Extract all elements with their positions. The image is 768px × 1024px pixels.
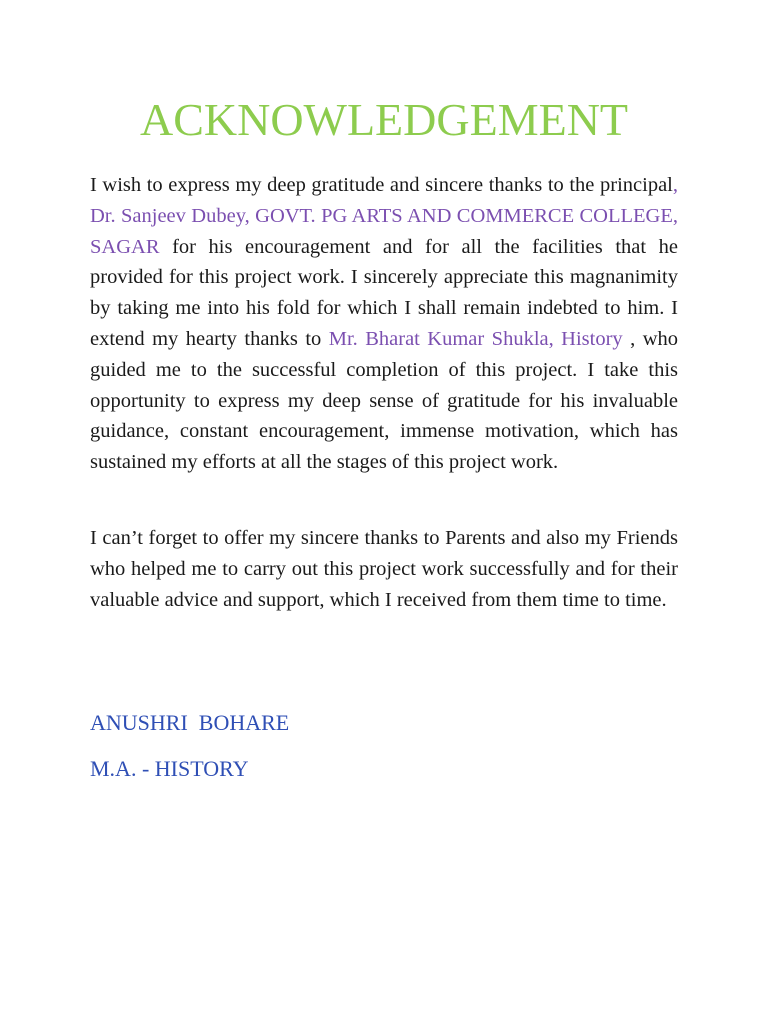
paragraph-1-text-end: , who guided me to the successful completion of this project. I take this opportunity to express my deep sense of gratitude for his invaluable guidance, constant encouragement, immense motivation, which has sustained my efforts at all the stages of this project work. <box>90 327 678 474</box>
paragraph-1-text-middle: for his encouragement and for all the facilities that he provided for this project work. I sincerely appreciate this magnanimity by taking me into his fold for which I shall remain indebted to him. I extend my hearty thanks to <box>90 235 678 350</box>
signature-course: M.A. - HISTORY <box>90 756 249 781</box>
acknowledgement-paragraph-1 <box>90 170 678 478</box>
guide-name-highlight: Mr. Bharat Kumar Shukla, History <box>328 327 623 350</box>
signature-name: ANUSHRI BOHARE <box>90 710 290 735</box>
acknowledgement-paragraph-2: I can’t forget to offer my sincere thanks to Parents and also my Friends who helped me to carry out this project work successfully and for their valuable advice and support, which I received from them time to time. <box>90 527 678 611</box>
page-title: ACKNOWLEDGEMENT <box>139 94 629 145</box>
paragraph-1-text-start: I wish to express my deep gratitude and sincere thanks to the principal <box>90 174 673 196</box>
principal-name-highlight: , Dr. Sanjeev Dubey, GOVT. PG ARTS AND COMMERCE COLLEGE, SAGAR <box>90 174 678 258</box>
